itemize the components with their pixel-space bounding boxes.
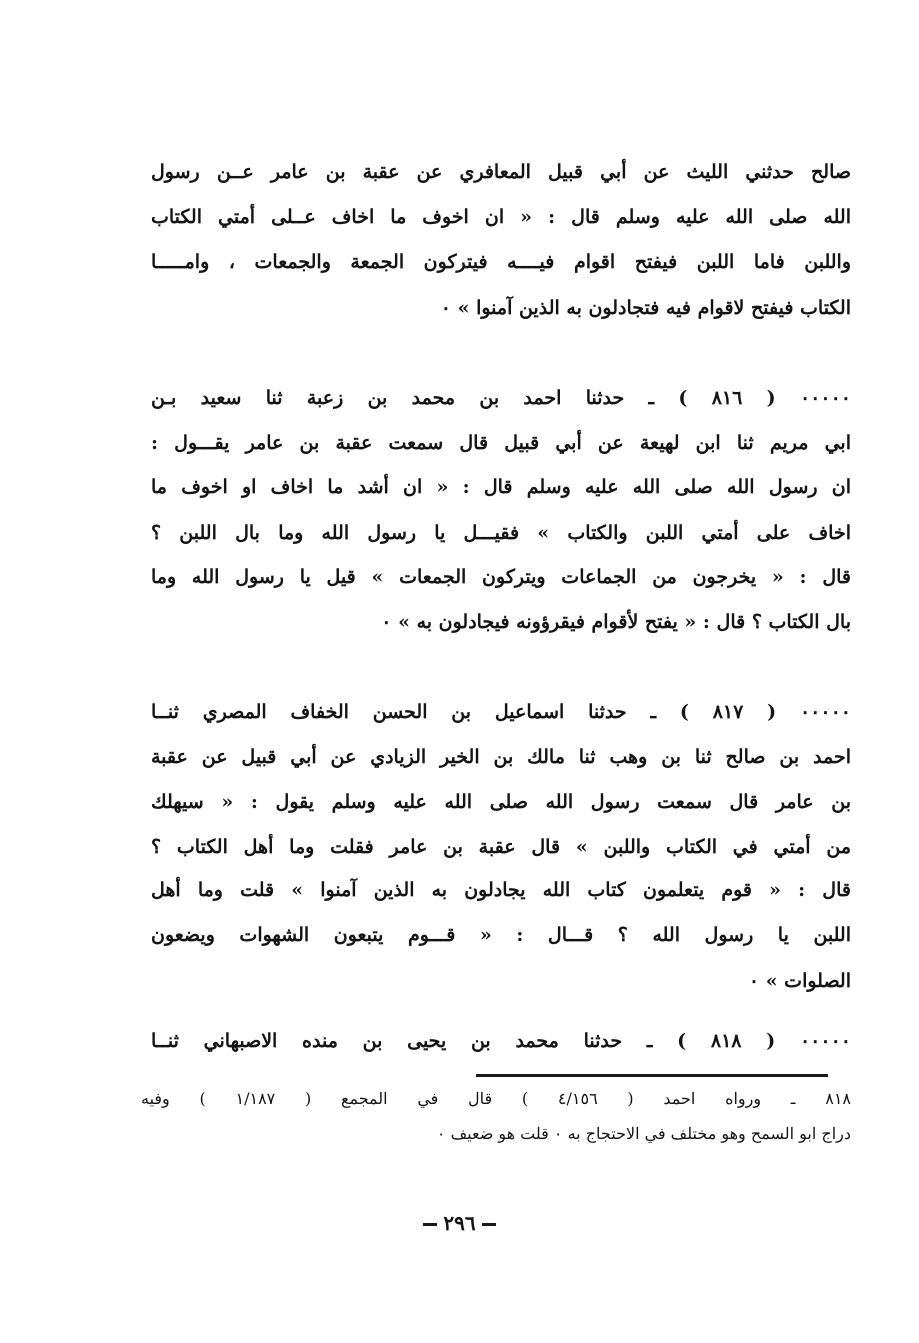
text-line: من أمتي في الكتاب واللبن » قال عقبة بن عامر فقلت وما أهل الكتاب ؟ [151,836,851,858]
text-line: اخاف على أمتي اللبن والكتاب » فقيـــل يا رسول الله وما بال اللبن ؟ [151,522,851,544]
text-line: قال : « قوم يتعلمون كتاب الله يجادلون به الذين آمنوا » قلت وما أهل [151,879,851,901]
text-line: احمد بن صالح ثنا بن وهب ثنا مالك بن الخير الزيادي عن أبي قبيل عن عقبة [151,746,851,768]
dash-right [423,1223,437,1226]
text-line: بال الكتاب ؟ قال : « يفتح لأقوام فيقرؤونه فيجادلون به » ٠ [381,611,851,633]
footnote-line: ٨١٨ ـ ورواه احمد ( ٤/١٥٦ ) قال في المجمع ( ١/١٨٧ ) وفيه [141,1089,851,1108]
text-line: الكتاب فيفتح لاقوام فيه فتجادلون به الذين آمنوا » ٠ [440,297,851,319]
page-number-value: ٢٩٦ [443,1211,476,1235]
hadith-heading-817: ٠٠٠٠٠ ( ٨١٧ ) ـ حدثنا اسماعيل بن الحسن الخفاف المصري ثنــا [151,701,851,723]
text-line: ان رسول الله صلى الله عليه وسلم قال : « ان أشد ما اخاف او اخوف ما [151,476,851,498]
page-number [0,1205,919,1241]
footnote-line: دراج ابو السمح وهو مختلف في الاحتجاج به ٠ قلت هو ضعيف ٠ [436,1124,851,1143]
dash-left [482,1223,496,1226]
footnote-separator [476,1074,828,1077]
text-line: الصلوات » ٠ [748,970,851,992]
text-line: الله صلى الله عليه وسلم قال : « ان اخوف ما اخاف عــلى أمتي الكتاب [151,206,851,228]
text-line: بن عامر قال سمعت رسول الله صلى الله عليه وسلم يقول : « سيهلك [151,791,851,813]
text-line: قال : « يخرجون من الجماعات ويتركون الجمعات » قيل يا رسول الله وما [151,566,851,588]
hadith-heading-818: ٠٠٠٠٠ ( ٨١٨ ) ـ حدثنا محمد بن يحيى بن منده الاصبهاني ثنــا [151,1030,851,1052]
text-line: واللبن فاما اللبن فيفتح اقوام فيــــه فيتركون الجمعة والجمعات ، وامـــــا [151,251,851,273]
text-line: صالح حدثني الليث عن أبي قبيل المعافري عن عقبة بن عامر عــن رسول [151,161,851,183]
hadith-heading-816: ٠٠٠٠٠ ( ٨١٦ ) ـ حدثنا احمد بن محمد بن زعبة ثنا سعيد بـن [151,387,851,409]
text-line: ابي مريم ثنا ابن لهيعة عن أبي قبيل قال سمعت عقبة بن عامر يقـــول : [151,432,851,454]
text-line: اللبن يا رسول الله ؟ قـــال : « قـــوم يتبعون الشهوات ويضعون [151,924,851,946]
